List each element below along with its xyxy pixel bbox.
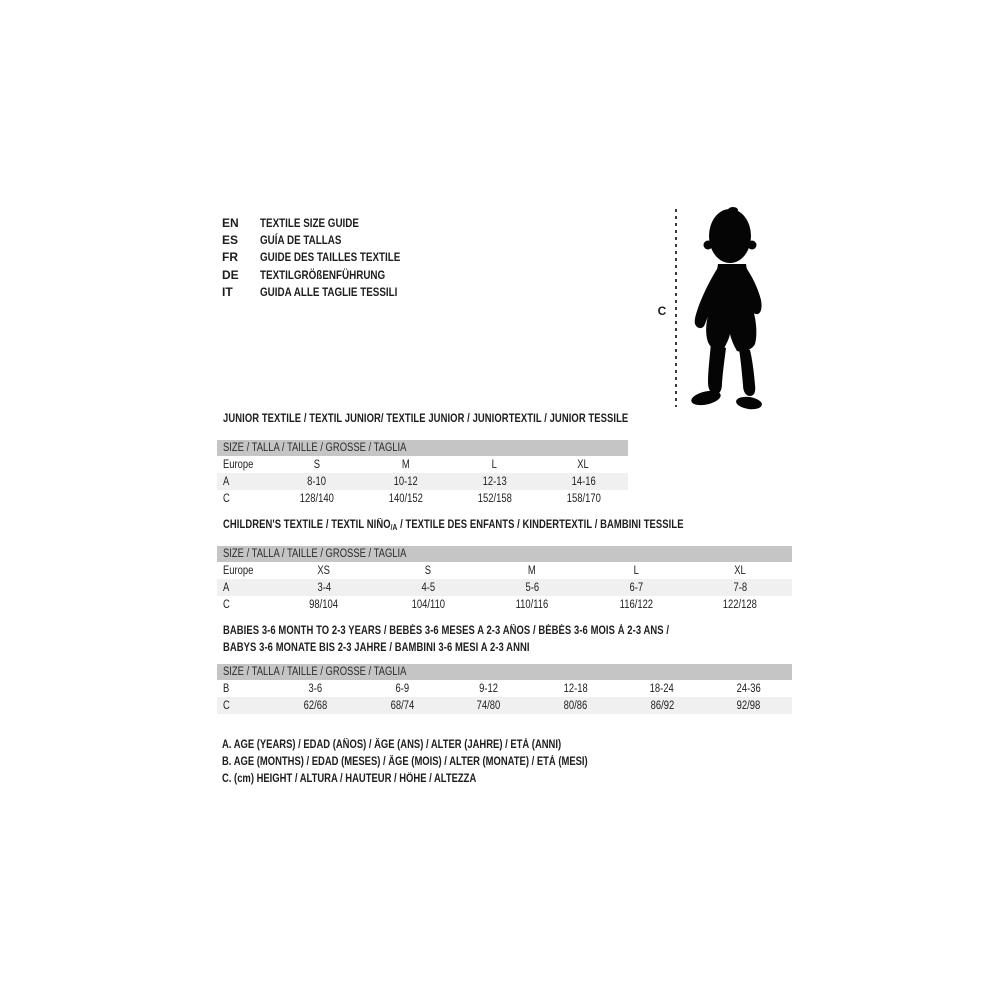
row-label: B: [223, 682, 230, 695]
height-cell: 74/80: [476, 699, 501, 712]
lang-row-es: [222, 231, 431, 248]
age-cell: 4-5: [421, 581, 435, 594]
size-cell: L: [633, 564, 639, 577]
row-label: C: [223, 699, 230, 712]
children-size-table: [217, 546, 792, 613]
months-cell: 18-24: [649, 682, 675, 695]
lang-label: TEXTILE SIZE GUIDE: [260, 215, 359, 230]
children-section-title: [223, 519, 785, 532]
size-cell: S: [313, 458, 320, 471]
babies-size-table: [217, 664, 792, 714]
height-cell: 80/86: [563, 699, 588, 712]
height-measure-line: [675, 209, 677, 407]
lang-code: FR: [222, 250, 238, 265]
row-label: A: [223, 475, 230, 488]
babies-table-header-bar: [217, 664, 792, 680]
lang-code: DE: [222, 267, 239, 282]
junior-section-title: [223, 413, 717, 425]
row-label: C: [223, 492, 230, 505]
lang-row-fr: [222, 249, 431, 266]
months-cell: 24-36: [736, 682, 761, 695]
row-label: Europe: [223, 564, 254, 577]
lang-label: GUIDE DES TAILLES TEXTILE: [260, 250, 401, 265]
size-bar-label: SIZE / TALLA / TAILLE / GRÖSSE / TAGLIA: [223, 442, 407, 454]
height-cell: 68/74: [390, 699, 414, 712]
age-cell: 7-8: [733, 581, 747, 594]
age-cell: 10-12: [393, 475, 418, 488]
height-cell: 122/128: [722, 598, 758, 611]
size-cell: L: [491, 458, 498, 471]
size-bar-label: SIZE / TALLA / TAILLE / GRÖSSE / TAGLIA: [223, 548, 407, 560]
size-cell: XS: [317, 564, 331, 577]
table-row-months: [217, 680, 792, 697]
babies-title-line2: BABYS 3-6 MONATE BIS 2-3 JAHRE / BAMBINI 3-6 MESI A 2-3 ANNI: [223, 642, 530, 654]
table-row-europe: [217, 456, 628, 473]
age-cell: 3-4: [317, 581, 331, 594]
legend-line-a: A. AGE (YEARS) / EDAD (AÑOS) / ÂGE (ANS) / ALTER (JAHRE) / ETÀ (ANNI): [222, 738, 562, 751]
size-bar-label: SIZE / TALLA / TAILLE / GRÖSSE / TAGLIA: [223, 666, 407, 678]
months-cell: 3-6: [308, 682, 323, 695]
lang-label: TEXTILGRÖßENFÜHRUNG: [260, 267, 386, 282]
age-cell: 6-7: [629, 581, 643, 594]
legend-block: [222, 736, 668, 788]
table-row-age: [217, 579, 792, 596]
legend-line-b: B. AGE (MONTHS) / EDAD (MESES) / ÂGE (MOIS) / ALTER (MONATE) / ETÀ (MESI): [222, 755, 588, 768]
legend-line-c: C. (cm) HEIGHT / ALTURA / HAUTEUR / HÖHE / ALTEZZA: [222, 772, 477, 785]
babies-title-line1: BABIES 3-6 MONTH TO 2-3 YEARS / BEBÉS 3-6 MESES A 2-3 AÑOS / BÉBÉS 3-6 MOIS À 2-3 ANS /: [223, 625, 670, 637]
age-cell: 5-6: [525, 581, 539, 594]
children-table-header-bar: [217, 546, 792, 562]
lang-row-de: [222, 266, 431, 283]
table-row-height: [217, 490, 628, 507]
children-title-text: CHILDREN'S TEXTILE / TEXTIL NIÑO/A / TEXTILE DES ENFANTS / KINDERTEXTIL / BAMBINI TESSILE: [223, 519, 684, 532]
figure-height-label: C: [657, 304, 667, 318]
size-cell: M: [401, 458, 410, 471]
table-row-height: [217, 697, 792, 714]
junior-title-text: JUNIOR TEXTILE / TEXTIL JUNIOR/ TEXTILE JUNIOR / JUNIORTEXTIL / JUNIOR TESSILE: [223, 413, 629, 425]
height-cell: 116/122: [619, 598, 653, 611]
toddler-silhouette-icon: [686, 204, 774, 410]
language-title-block: [222, 214, 431, 301]
months-cell: 12-18: [563, 682, 588, 695]
months-cell: 6-9: [395, 682, 409, 695]
age-cell: 14-16: [571, 475, 596, 488]
junior-size-table: [217, 440, 628, 507]
lang-code: EN: [222, 215, 239, 230]
row-label: A: [223, 581, 230, 594]
age-cell: 8-10: [307, 475, 326, 488]
table-row-height: [217, 596, 792, 613]
size-cell: S: [424, 564, 432, 577]
lang-label: GUIDA ALLE TAGLIE TESSILI: [260, 285, 398, 300]
height-cell: 152/158: [477, 492, 512, 505]
months-cell: 9-12: [479, 682, 499, 695]
height-cell: 110/116: [515, 598, 549, 611]
size-cell: XL: [734, 564, 746, 577]
babies-section-title: [223, 625, 767, 654]
size-cell: M: [528, 564, 536, 577]
lang-row-en: [222, 214, 431, 231]
lang-code: IT: [222, 285, 233, 300]
lang-row-it: [222, 284, 431, 301]
row-label: Europe: [223, 458, 254, 471]
height-cell: 104/110: [411, 598, 445, 611]
height-cell: 140/152: [388, 492, 423, 505]
table-row-age: [217, 473, 628, 490]
height-cell: 62/68: [303, 699, 328, 712]
lang-label: GUÍA DE TALLAS: [260, 233, 342, 248]
size-cell: XL: [577, 458, 590, 471]
height-cell: 86/92: [650, 699, 674, 712]
height-cell: 158/170: [566, 492, 601, 505]
junior-table-header-bar: [217, 440, 628, 456]
row-label: C: [223, 598, 230, 611]
height-cell: 128/140: [299, 492, 334, 505]
height-cell: 92/98: [736, 699, 761, 712]
height-cell: 98/104: [309, 598, 339, 611]
age-cell: 12-13: [482, 475, 507, 488]
lang-code: ES: [222, 233, 239, 248]
table-row-europe: [217, 562, 792, 579]
